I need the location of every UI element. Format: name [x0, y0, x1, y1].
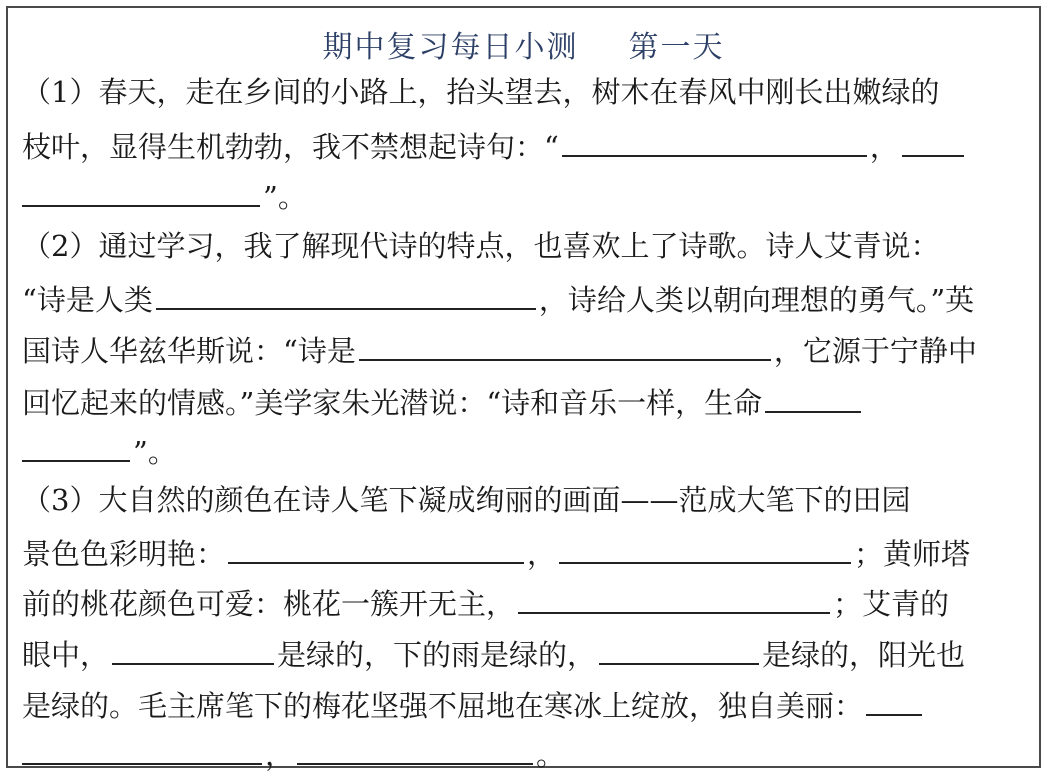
worksheet-frame	[6, 6, 1041, 772]
answer-blank[interactable]	[559, 538, 851, 564]
answer-blank[interactable]	[297, 739, 533, 765]
answer-blank[interactable]	[22, 739, 262, 765]
answer-blank[interactable]	[599, 639, 759, 665]
q3-line-4: 眼中， 是绿的，下的雨是绿的， 是绿的，阳光也	[22, 638, 966, 672]
q2-line-5: ”。	[22, 436, 1038, 467]
answer-blank[interactable]	[359, 335, 771, 361]
q3-line-3: 前的桃花颜色可爱：桃花一簇开无主， ；艾青的	[22, 587, 950, 621]
title-day: 第一天	[628, 30, 725, 65]
answer-blank[interactable]	[22, 436, 130, 462]
answer-blank[interactable]	[228, 538, 524, 564]
q1-line-1: （1）春天，走在乡间的小路上，抬头望去，树木在春风中刚长出嫩绿的	[22, 75, 940, 109]
q3-line-6: ， 。	[22, 739, 1038, 770]
answer-blank[interactable]	[765, 387, 861, 413]
answer-blank[interactable]	[866, 690, 922, 716]
answer-blank[interactable]	[112, 639, 274, 665]
title-text: 期中复习每日小测	[322, 30, 579, 65]
answer-blank[interactable]	[518, 588, 830, 614]
worksheet-title	[8, 22, 1039, 66]
q1-line-3: ”。	[22, 181, 1038, 212]
q2-line-2: “诗是人类 ，诗给人类以朝向理想的勇气。”英	[22, 283, 975, 317]
answer-blank[interactable]	[562, 131, 867, 157]
q2-line-3: 国诗人华兹华斯说：“诗是 ，它源于宁静中	[22, 334, 977, 368]
answer-blank[interactable]	[156, 284, 536, 310]
answer-blank[interactable]	[22, 181, 260, 207]
q3-line-5: 是绿的。毛主席笔下的梅花坚强不屈地在寒冰上绽放，独自美丽：	[22, 690, 1038, 721]
answer-blank[interactable]	[902, 131, 964, 157]
q1-line-2: 枝叶，显得生机勃勃，我不禁想起诗句：“ ，	[22, 131, 1038, 162]
q3-line-2: 景色色彩明艳： ， ；黄师塔	[22, 537, 971, 571]
q3-line-1: （3）大自然的颜色在诗人笔下凝成绚丽的画面——范成大笔下的田园	[22, 483, 911, 517]
q2-line-1: （2）通过学习，我了解现代诗的特点，也喜欢上了诗歌。诗人艾青说：	[22, 229, 940, 263]
q2-line-4: 回忆起来的情感。”美学家朱光潜说：“诗和音乐一样，生命	[22, 387, 1038, 418]
